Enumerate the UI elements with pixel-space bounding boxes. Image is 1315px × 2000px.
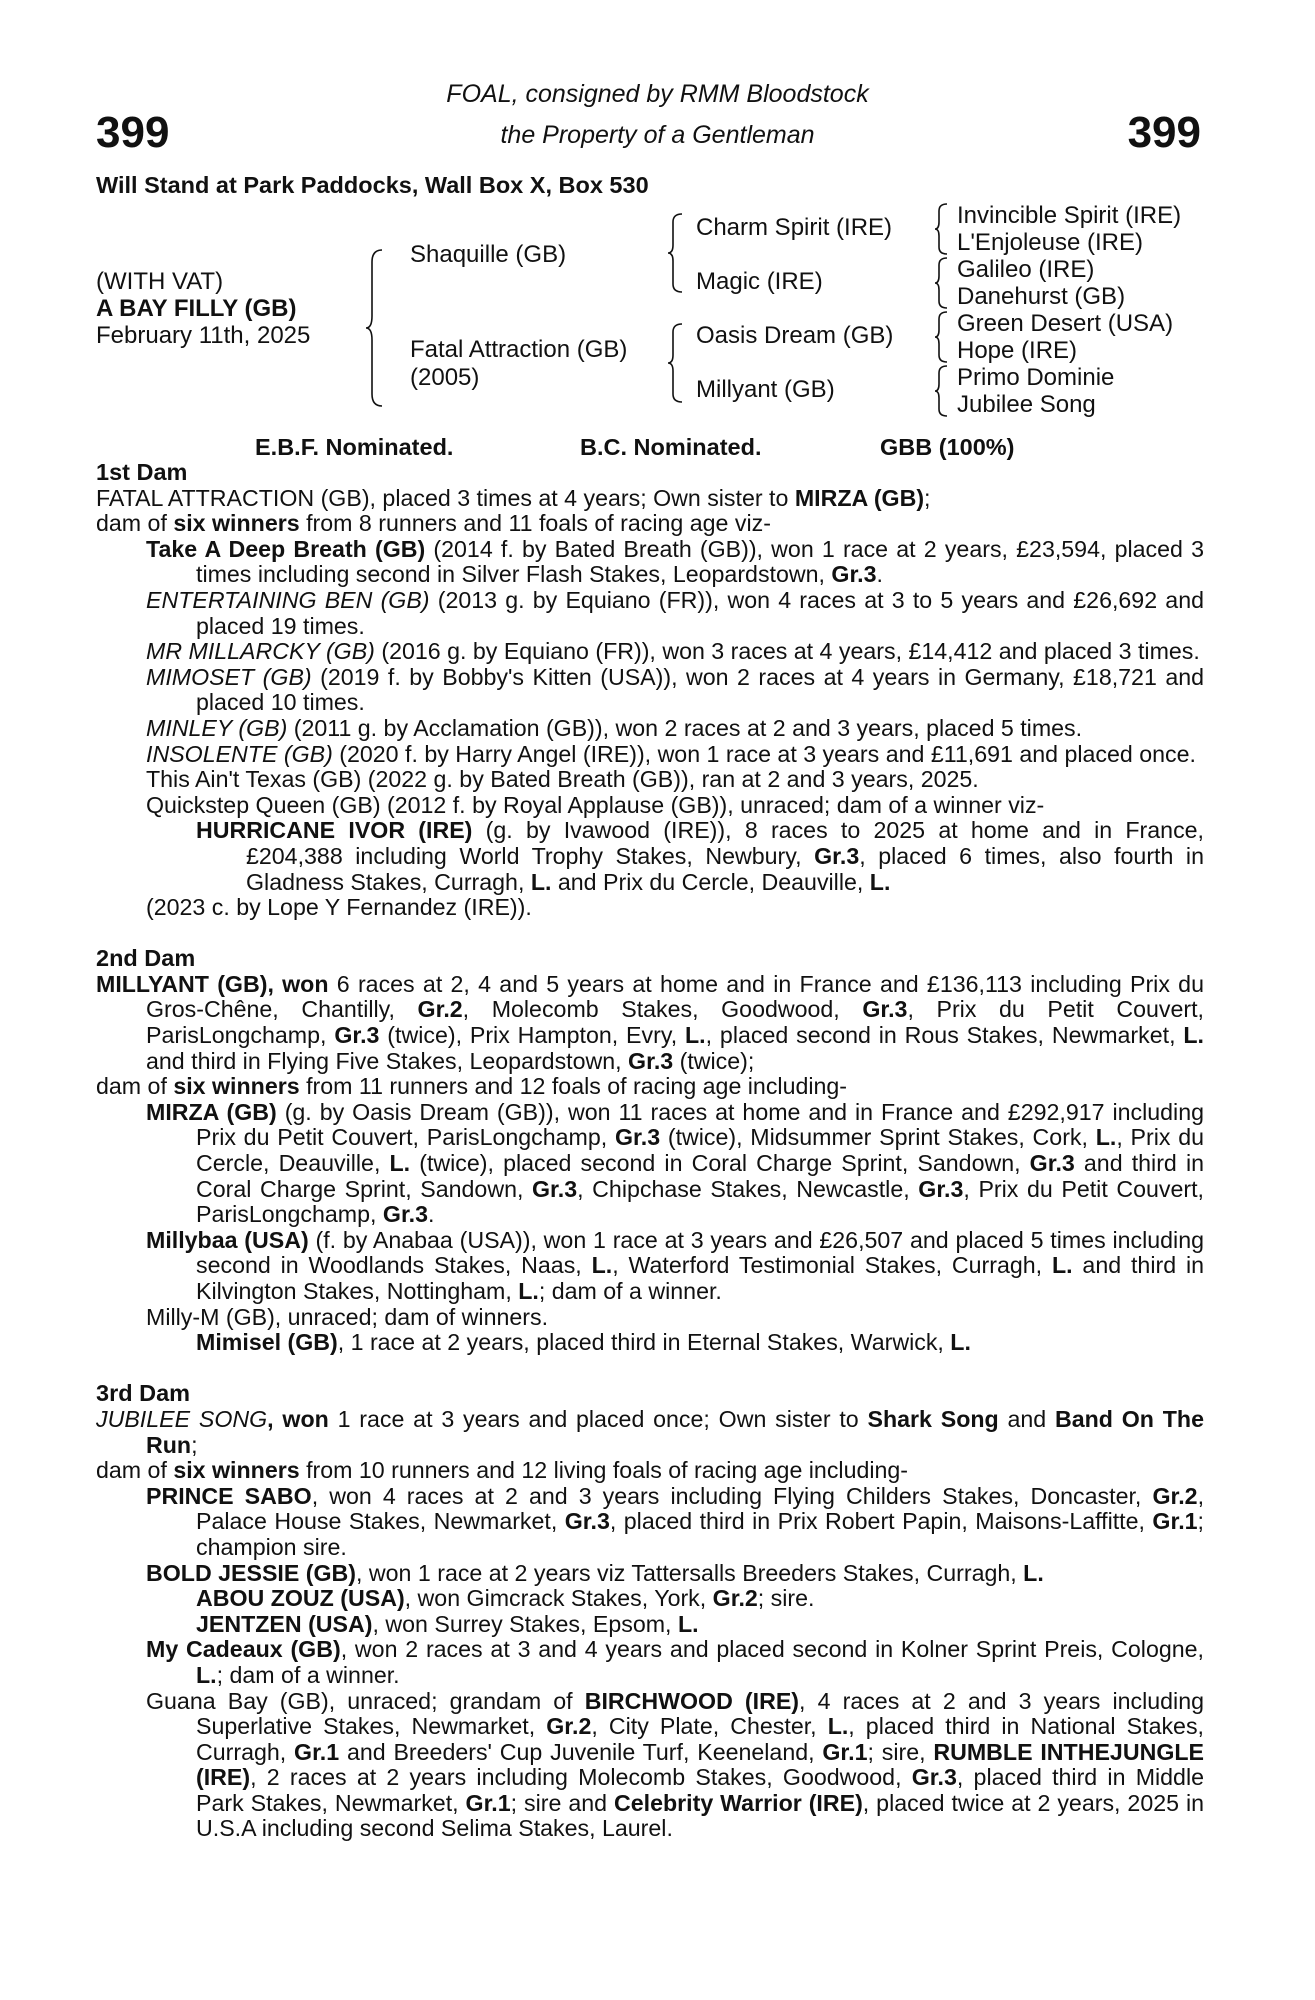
gen3-6: Hope (IRE): [957, 337, 1078, 364]
produce-mirza: MIRZA (GB) (g. by Oasis Dream (GB)), won 11 races at home and in France and £292,917 including Prix du Petit Couvert, ParisLongchamp, Gr.3 (twice), Midsummer Sprint Stakes, Cork, L., Prix du Cercle, Deauville, L. (twice), placed second in Coral Charge Sprint, Sandown, Gr.3 and third in Coral Charge Sprint, Sandown, Gr.3, Chipchase Stakes, Newcastle, Gr.3, Prix du Petit Couvert, ParisLongchamp, Gr.3.: [146, 1098, 1204, 1228]
gen3-4: Danehurst (GB): [957, 283, 1126, 310]
ebf-nominated: E.B.F. Nominated.: [255, 434, 454, 460]
dam-year: (2005): [410, 364, 480, 391]
gen3-7: Primo Dominie: [957, 364, 1115, 391]
dam: Fatal Attraction (GB): [410, 336, 628, 363]
pedigree-brace-g2: [933, 256, 951, 310]
gen3-5: Green Desert (USA): [957, 310, 1174, 337]
pedigree-brace-g4: [933, 364, 951, 418]
stand-location: Will Stand at Park Paddocks, Wall Box X, Box 530: [96, 172, 649, 198]
second-dam-title: 2nd Dam: [96, 945, 196, 972]
produce-prince-sabo: PRINCE SABO, won 4 races at 2 and 3 years including Flying Childers Stakes, Doncaster, Gr.2, Palace House Stakes, Newmarket, Gr.3, placed third in Prix Robert Papin, Maisons-Laffitte, Gr.1; champion sire.: [146, 1482, 1205, 1560]
pedigree-brace-g3: [933, 310, 951, 364]
gen3-2: L'Enjoleuse (IRE): [957, 229, 1143, 256]
produce-take-a-deep-breath: Take A Deep Breath (GB) (2014 f. by Bated Breath (GB)), won 1 race at 2 years, £23,594, placed 3 times including second in Silver Flash Stakes, Leopardstown, Gr.3.: [146, 535, 1204, 588]
third-dam-title: 3rd Dam: [96, 1380, 191, 1407]
gen3-3: Galileo (IRE): [957, 256, 1095, 283]
produce-guana-bay: Guana Bay (GB), unraced; grandam of BIRCHWOOD (IRE), 4 races at 2 and 3 years including Superlative Stakes, Newmarket, Gr.2, City Plate, Chester, L., placed third in National Stakes, Curragh, Gr.1 and Breeders' Cup Juvenile Turf, Keeneland, Gr.1; sire, RUMBLE INTHEJUNGLE (IRE), 2 races at 2 years including Molecomb Stakes, Goodwood, Gr.3, placed third in Middle Park Stakes, Newmarket, Gr.1; sire and Celebrity Warrior (IRE), placed twice at 2 years, 2025 in U.S.A including second Selima Stakes, Laurel.: [146, 1687, 1205, 1842]
gen3-1: Invincible Spirit (IRE): [957, 202, 1182, 229]
vat-note: (WITH VAT): [96, 268, 224, 295]
pedigree-brace-g1: [933, 202, 951, 256]
produce-mr-millarcky: MR MILLARCKY (GB) (2016 g. by Equiano (FR)), won 3 races at 4 years, £14,412 and placed 3 times.: [146, 638, 1200, 665]
first-dam-title: 1st Dam: [96, 459, 188, 485]
produce-milly-m: Milly-M (GB), unraced; dam of winners.: [146, 1303, 549, 1330]
sire: Shaquille (GB): [410, 241, 567, 268]
produce-my-cadeaux: My Cadeaux (GB), won 2 races at 3 and 4 years and placed second in Kolner Sprint Preis, Cologne, L.; dam of a winner.: [146, 1636, 1204, 1688]
sire-dam: Magic (IRE): [696, 268, 823, 295]
pedigree-brace-main: [364, 248, 386, 408]
produce-hurricane-ivor: HURRICANE IVOR (IRE) (g. by Ivawood (IRE)), 8 races to 2025 at home and in France, £204,388 including World Trophy Stakes, Newbury, Gr.3, placed 6 times, also fourth in Gladness Stakes, Curragh, L. and Prix du Cercle, Deauville, L.: [196, 817, 1204, 895]
gbb-percentage: GBB (100%): [880, 434, 1015, 460]
produce-entertaining-ben: ENTERTAINING BEN (GB) (2013 g. by Equiano (FR)), won 4 races at 3 to 5 years and £26,692 and placed 19 times.: [146, 586, 1204, 639]
gen3-8: Jubilee Song: [957, 391, 1096, 418]
produce-bold-jessie: BOLD JESSIE (GB), won 1 race at 2 years viz Tattersalls Breeders Stakes, Curragh, L.: [146, 1559, 1044, 1586]
lot-number-left: 399: [96, 108, 170, 157]
sire-sire: Charm Spirit (IRE): [696, 214, 893, 241]
consignor-line-2: the Property of a Gentleman: [500, 121, 815, 149]
third-dam-produce-intro: dam of six winners from 10 runners and 12 living foals of racing age including-: [96, 1457, 909, 1484]
lot-number-right: 399: [1127, 108, 1201, 157]
produce-insolente: INSOLENTE (GB) (2020 f. by Harry Angel (IRE)), won 1 race at 3 years and £11,691 and placed once.: [146, 740, 1196, 767]
produce-this-aint-texas: This Ain't Texas (GB) (2022 g. by Bated Breath (GB)), ran at 2 and 3 years, 2025.: [146, 766, 979, 793]
second-dam-produce-intro: dam of six winners from 11 runners and 12 foals of racing age including-: [96, 1073, 848, 1100]
dam-sire: Oasis Dream (GB): [696, 322, 894, 349]
produce-millybaa: Millybaa (USA) (f. by Anabaa (USA)), won 1 race at 3 years and £26,507 and placed 5 times including second in Woodlands Stakes, Naas, L., Waterford Testimonial Stakes, Curragh, L. and third in Kilvington Stakes, Nottingham, L.; dam of a winner.: [146, 1226, 1204, 1304]
horse-dob: February 11th, 2025: [96, 322, 311, 349]
consignor-line-1: FOAL, consigned by RMM Bloodstock: [446, 80, 869, 108]
bc-nominated: B.C. Nominated.: [580, 434, 762, 460]
first-dam-intro: FATAL ATTRACTION (GB), placed 3 times at 4 years; Own sister to MIRZA (GB);: [96, 484, 931, 511]
pedigree-brace-sire: [666, 212, 686, 294]
first-dam-produce-intro: dam of six winners from 8 runners and 11 foals of racing age viz-: [96, 510, 771, 537]
dam-sections: [96, 460, 1204, 1842]
produce-abou-zouz: ABOU ZOUZ (USA), won Gimcrack Stakes, York, Gr.2; sire.: [196, 1585, 815, 1612]
produce-mimoset: MIMOSET (GB) (2019 f. by Bobby's Kitten (USA)), won 2 races at 4 years in Germany, £18,721 and placed 10 times.: [146, 663, 1205, 716]
produce-mimisel: Mimisel (GB), 1 race at 2 years, placed third in Eternal Stakes, Warwick, L.: [196, 1329, 971, 1356]
produce-jentzen: JENTZEN (USA), won Surrey Stakes, Epsom, L.: [196, 1610, 699, 1637]
produce-minley: MINLEY (GB) (2011 g. by Acclamation (GB)), won 2 races at 2 and 3 years, placed 5 times.: [146, 714, 1083, 741]
second-dam-record: MILLYANT (GB), won 6 races at 2, 4 and 5 years at home and in France and £136,113 including Prix du Gros-Chêne, Chantilly, Gr.2, Molecomb Stakes, Goodwood, Gr.3, Prix du Petit Couvert, ParisLongchamp, Gr.3 (twice), Prix Hampton, Evry, L., placed second in Rous Stakes, Newmarket, L. and third in Flying Five Stakes, Leopardstown, Gr.3 (twice);: [96, 970, 1204, 1074]
produce-quickstep-queen: Quickstep Queen (GB) (2012 f. by Royal Applause (GB)), unraced; dam of a winner viz-: [146, 791, 1045, 818]
third-dam-record: JUBILEE SONG, won 1 race at 3 years and placed once; Own sister to Shark Song and Band On The Run;: [96, 1405, 1204, 1458]
horse-name: A BAY FILLY (GB): [96, 295, 297, 322]
pedigree-brace-dam: [666, 322, 686, 404]
dam-dam: Millyant (GB): [696, 376, 835, 403]
produce-2023-colt: (2023 c. by Lope Y Fernandez (IRE)).: [146, 894, 532, 921]
